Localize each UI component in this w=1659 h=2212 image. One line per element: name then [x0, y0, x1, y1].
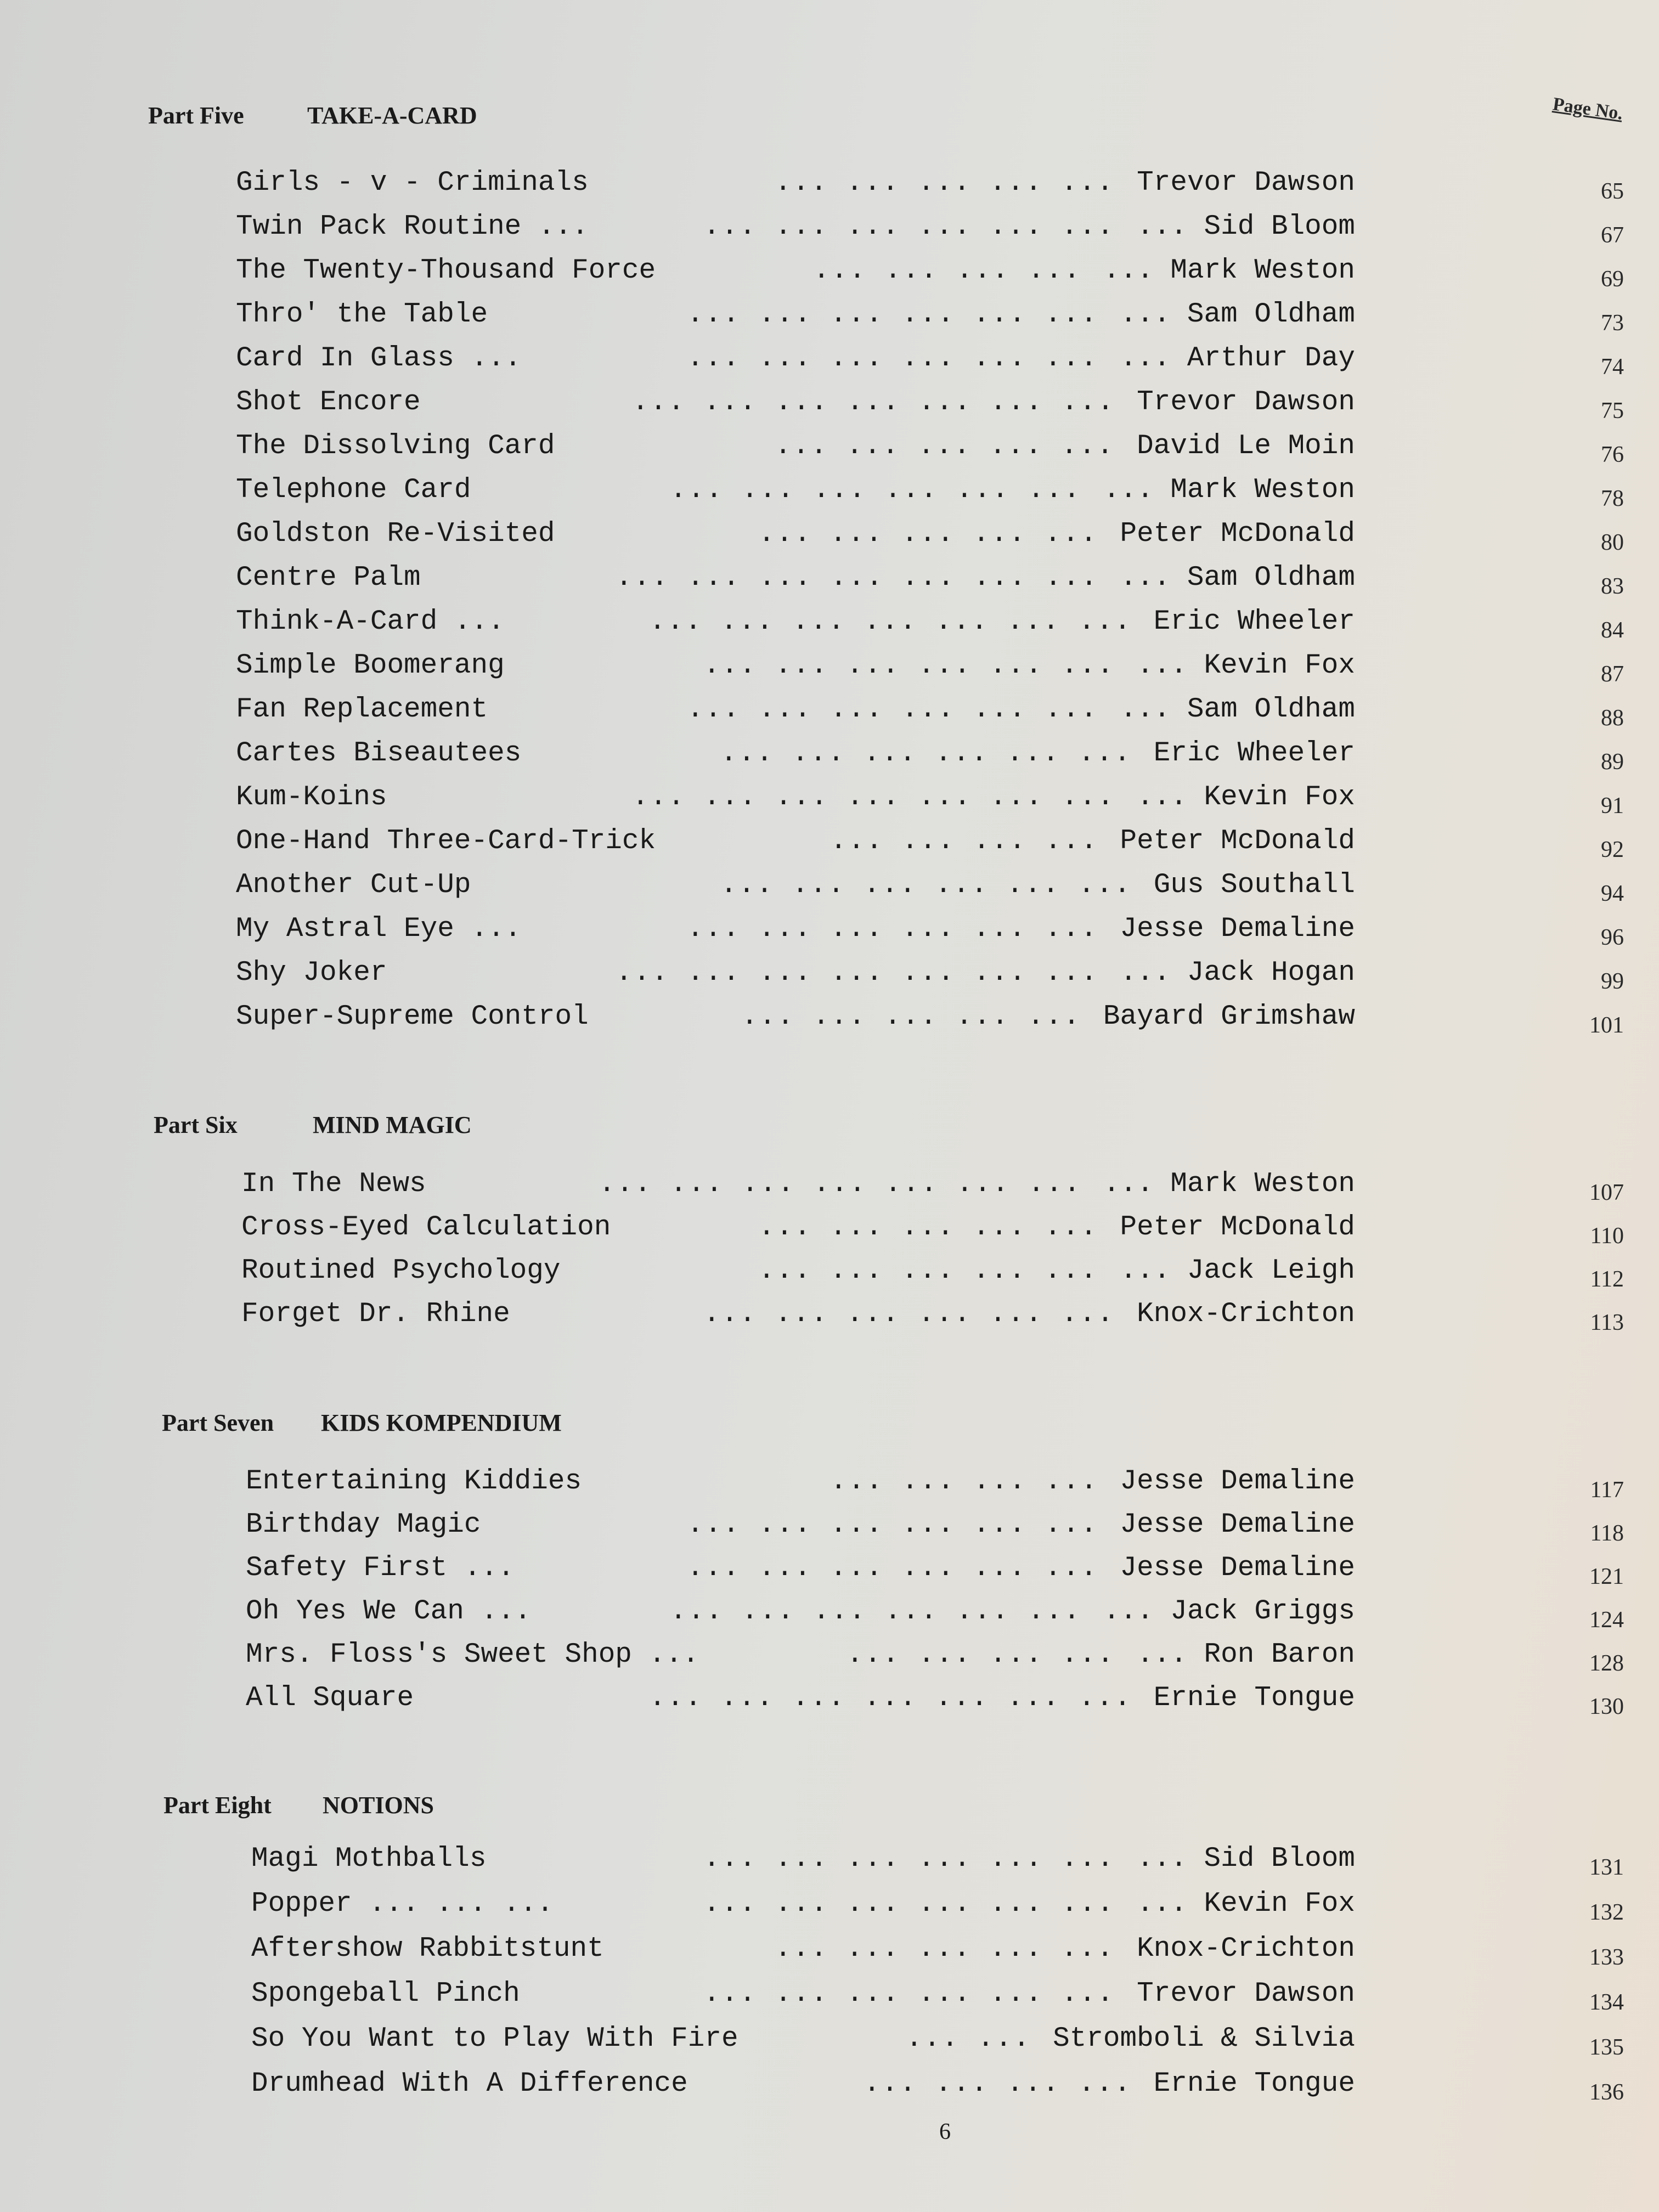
- toc-entry: [236, 431, 1355, 469]
- toc-entry: [236, 562, 1355, 601]
- leader-dots: ... ... ... ... ... ... ...: [632, 387, 1115, 418]
- leader-dots: ... ... ... ... ... ...: [687, 913, 1098, 945]
- entry-author: Bayard Grimshaw: [1103, 1001, 1355, 1032]
- toc-entry: [236, 255, 1355, 294]
- entry-page-number: 74: [1601, 354, 1624, 380]
- entry-author: ... Kevin Fox: [1137, 782, 1355, 813]
- entry-title: Oh Yes We Can ...: [246, 1596, 532, 1627]
- entry-title: Entertaining Kiddies: [246, 1466, 582, 1497]
- entry-title: The Dissolving Card: [236, 431, 555, 462]
- entry-title: Magi Mothballs: [251, 1843, 487, 1875]
- toc-entry: [251, 1888, 1355, 1927]
- entry-page-number: 118: [1590, 1521, 1624, 1546]
- entry-author: ... Sam Oldham: [1120, 694, 1355, 725]
- entry-page-number: 73: [1601, 311, 1624, 336]
- entry-page-number: 131: [1589, 1855, 1624, 1880]
- toc-entry: [246, 1639, 1355, 1678]
- entry-page-number: 89: [1601, 749, 1624, 775]
- entry-page-number: 136: [1589, 2080, 1624, 2105]
- entry-author: Jesse Demaline: [1120, 913, 1355, 945]
- part-heading: [162, 1409, 562, 1437]
- entry-author: Ernie Tongue: [1153, 2068, 1355, 2100]
- toc-entry: [236, 606, 1355, 645]
- entry-author: David Le Moin: [1137, 431, 1355, 462]
- leader-dots: ... ... ... ... ... ... ...: [616, 957, 1099, 989]
- entry-title: Cartes Biseautees: [236, 738, 522, 769]
- toc-entry: [236, 299, 1355, 337]
- entry-author: Trevor Dawson: [1137, 1978, 1355, 2010]
- leader-dots: ... ... ... ... ...: [758, 1255, 1098, 1286]
- entry-page-number: 121: [1589, 1564, 1624, 1589]
- part-heading: [163, 1791, 434, 1819]
- entry-page-number: 67: [1601, 223, 1624, 248]
- toc-entry: [236, 913, 1355, 952]
- entry-title: Goldston Re-Visited: [236, 518, 555, 550]
- entry-author: ... Sam Oldham: [1120, 299, 1355, 330]
- entry-author: Peter McDonald: [1120, 1212, 1355, 1243]
- entry-title: Card In Glass ...: [236, 343, 522, 374]
- leader-dots: ... ... ... ... ... ... ...: [649, 606, 1132, 637]
- toc-entry: [236, 694, 1355, 732]
- leader-dots: ... ... ... ... ... ...: [720, 870, 1132, 901]
- entry-title: My Astral Eye ...: [236, 913, 522, 945]
- leader-dots: ... ... ... ... ... ... ...: [649, 1683, 1132, 1714]
- toc-entry: [236, 738, 1355, 776]
- leader-dots: ... ... ... ... ... ...: [670, 1596, 1081, 1627]
- toc-entry: [236, 518, 1355, 557]
- leader-dots: ... ... ... ... ... ...: [670, 475, 1081, 506]
- entry-author: Eric Wheeler: [1153, 738, 1355, 769]
- entry-page-number: 91: [1601, 793, 1624, 819]
- toc-entry: [246, 1466, 1355, 1504]
- entry-page-number: 88: [1601, 706, 1624, 731]
- toc-entry: [246, 1553, 1355, 1591]
- entry-author: Knox-Crichton: [1137, 1933, 1355, 1965]
- entry-page-number: 135: [1589, 2035, 1624, 2060]
- toc-entry: [236, 870, 1355, 908]
- entry-author: ... Sid Bloom: [1137, 211, 1355, 242]
- entry-page-number: 83: [1601, 574, 1624, 599]
- leader-dots: ... ... ... ...: [830, 1466, 1099, 1497]
- entry-page-number: 65: [1601, 179, 1624, 204]
- entry-author: ... Mark Weston: [1103, 475, 1355, 506]
- entry-page-number: 76: [1601, 442, 1624, 467]
- leader-dots: ... ... ... ... ... ...: [703, 1843, 1115, 1875]
- leader-dots: ... ... ... ... ... ...: [687, 343, 1098, 374]
- part-heading: [154, 1111, 472, 1139]
- entry-title: All Square: [246, 1683, 414, 1714]
- leader-dots: ... ... ... ... ... ...: [703, 211, 1115, 242]
- entry-title: Birthday Magic: [246, 1509, 481, 1541]
- leader-dots: ... ... ... ... ...: [758, 1212, 1098, 1243]
- entry-author: ... Mark Weston: [1103, 1169, 1355, 1200]
- leader-dots: ... ... ... ... ... ...: [703, 650, 1115, 681]
- entry-author: ... Ron Baron: [1137, 1639, 1355, 1671]
- entry-title: Spongeball Pinch: [251, 1978, 520, 2010]
- entry-title: Twin Pack Routine ...: [236, 211, 589, 242]
- toc-entry: [236, 343, 1355, 381]
- entry-title: Kum-Koins: [236, 782, 387, 813]
- entry-page-number: 80: [1601, 530, 1624, 555]
- entry-page-number: 132: [1589, 1900, 1624, 1925]
- entry-title: Another Cut-Up: [236, 870, 471, 901]
- entry-title: In The News: [241, 1169, 426, 1200]
- entry-author: Jesse Demaline: [1120, 1466, 1355, 1497]
- entry-title: Shot Encore: [236, 387, 421, 418]
- entry-title: Telephone Card: [236, 475, 471, 506]
- entry-title: Safety First ...: [246, 1553, 515, 1584]
- part-label: Part Seven: [162, 1409, 274, 1436]
- entry-title: Drumhead With A Difference: [251, 2068, 688, 2100]
- entry-page-number: 96: [1601, 925, 1624, 950]
- part-label: Part Eight: [163, 1792, 272, 1819]
- toc-entry: [251, 1843, 1355, 1882]
- entry-author: Ernie Tongue: [1153, 1683, 1355, 1714]
- entry-author: ... Sam Oldham: [1120, 562, 1355, 594]
- leader-dots: ... ... ... ...: [847, 1639, 1115, 1671]
- leader-dots: ... ... ... ... ... ...: [703, 1888, 1115, 1920]
- page-number: 6: [939, 2119, 951, 2145]
- leader-dots: ... ... ... ... ... ...: [687, 299, 1098, 330]
- leader-dots: ... ... ... ... ...: [775, 167, 1115, 199]
- entry-title: Centre Palm: [236, 562, 421, 594]
- entry-author: ... Sid Bloom: [1137, 1843, 1355, 1875]
- toc-entry: [241, 1212, 1355, 1250]
- toc-entry: [246, 1683, 1355, 1721]
- part-label: Part Six: [154, 1111, 238, 1138]
- leader-dots: ... ... ... ...: [830, 826, 1099, 857]
- entry-page-number: 78: [1601, 486, 1624, 511]
- entry-page-number: 124: [1589, 1607, 1624, 1633]
- leader-dots: ... ... ... ... ... ...: [720, 738, 1132, 769]
- entry-page-number: 75: [1601, 398, 1624, 424]
- leader-dots: ... ... ... ... ... ... ...: [632, 782, 1115, 813]
- part-title: TAKE-A-CARD: [307, 102, 477, 129]
- toc-entry: [236, 167, 1355, 206]
- part-label: Part Five: [148, 102, 244, 129]
- entry-title: One-Hand Three-Card-Trick: [236, 826, 656, 857]
- entry-title: Mrs. Floss's Sweet Shop ...: [246, 1639, 699, 1671]
- entry-author: Trevor Dawson: [1137, 167, 1355, 199]
- entry-title: The Twenty-Thousand Force: [236, 255, 656, 286]
- leader-dots: ... ... ... ... ... ... ...: [616, 562, 1099, 594]
- entry-title: Aftershow Rabbitstunt: [251, 1933, 604, 1965]
- entry-page-number: 130: [1589, 1694, 1624, 1719]
- part-heading: [148, 101, 477, 129]
- toc-entry: [236, 650, 1355, 689]
- entry-author: Jesse Demaline: [1120, 1509, 1355, 1541]
- entry-author: Stromboli & Silvia: [1053, 2023, 1355, 2055]
- leader-dots: ... ... ... ...: [864, 2068, 1132, 2100]
- toc-entry: [236, 387, 1355, 425]
- entry-author: Eric Wheeler: [1153, 606, 1355, 637]
- toc-entry: [236, 1001, 1355, 1040]
- toc-entry: [246, 1596, 1355, 1634]
- page-no-column-heading: Page No.: [1551, 94, 1624, 124]
- leader-dots: ... ... ... ... ...: [758, 518, 1098, 550]
- toc-entry: [246, 1509, 1355, 1548]
- entry-title: Cross-Eyed Calculation: [241, 1212, 611, 1243]
- entry-page-number: 87: [1601, 662, 1624, 687]
- leader-dots: ... ... ... ... ... ...: [703, 1978, 1115, 2010]
- part-title: MIND MAGIC: [313, 1111, 472, 1138]
- toc-entry: [241, 1255, 1355, 1294]
- entry-page-number: 69: [1601, 267, 1624, 292]
- toc-entry: [236, 782, 1355, 820]
- toc-entry: [236, 957, 1355, 996]
- leader-dots: ... ... ... ... ... ...: [703, 1299, 1115, 1330]
- leader-dots: ... ... ... ... ...: [775, 1933, 1115, 1965]
- entry-author: ... Jack Leigh: [1120, 1255, 1355, 1286]
- entry-title: Super-Supreme Control: [236, 1001, 589, 1032]
- entry-page-number: 99: [1601, 969, 1624, 994]
- entry-author: Gus Southall: [1153, 870, 1355, 901]
- part-title: KIDS KOMPENDIUM: [321, 1409, 562, 1436]
- leader-dots: ... ... ... ... ... ...: [687, 1509, 1098, 1541]
- entry-title: Think-A-Card ...: [236, 606, 505, 637]
- leader-dots: ... ...: [906, 2023, 1031, 2055]
- entry-page-number: 133: [1589, 1945, 1624, 1970]
- entry-title: Forget Dr. Rhine: [241, 1299, 510, 1330]
- toc-entry: [251, 1978, 1355, 2017]
- entry-page-number: 94: [1601, 881, 1624, 906]
- toc-entry: [241, 1299, 1355, 1337]
- toc-entry: [236, 826, 1355, 864]
- entry-page-number: 107: [1589, 1180, 1624, 1205]
- entry-title: Girls - v - Criminals: [236, 167, 589, 199]
- entry-author: Jesse Demaline: [1120, 1553, 1355, 1584]
- entry-page-number: 101: [1589, 1013, 1624, 1038]
- entry-author: ... Kevin Fox: [1137, 1888, 1355, 1920]
- entry-author: ... Jack Griggs: [1103, 1596, 1355, 1627]
- leader-dots: ... ... ... ... ... ... ...: [599, 1169, 1082, 1200]
- entry-title: Simple Boomerang: [236, 650, 505, 681]
- entry-author: ... Jack Hogan: [1120, 957, 1355, 989]
- leader-dots: ... ... ... ...: [813, 255, 1082, 286]
- entry-page-number: 92: [1601, 837, 1624, 862]
- entry-author: ... Mark Weston: [1103, 255, 1355, 286]
- entry-page-number: 128: [1589, 1651, 1624, 1676]
- toc-entry: [251, 2068, 1355, 2107]
- leader-dots: ... ... ... ... ...: [775, 431, 1115, 462]
- entry-title: So You Want to Play With Fire: [251, 2023, 738, 2055]
- entry-title: Shy Joker: [236, 957, 387, 989]
- part-title: NOTIONS: [323, 1792, 434, 1819]
- entry-author: Peter McDonald: [1120, 518, 1355, 550]
- entry-title: Fan Replacement: [236, 694, 488, 725]
- entry-author: Knox-Crichton: [1137, 1299, 1355, 1330]
- toc-entry: [251, 1933, 1355, 1972]
- toc-entry: [236, 475, 1355, 513]
- entry-page-number: 112: [1590, 1267, 1624, 1292]
- entry-author: ... Kevin Fox: [1137, 650, 1355, 681]
- entry-title: Thro' the Table: [236, 299, 488, 330]
- toc-entry: [251, 2023, 1355, 2062]
- leader-dots: ... ... ... ... ... ...: [687, 1553, 1098, 1584]
- entry-page-number: 84: [1601, 618, 1624, 643]
- entry-title: Routined Psychology: [241, 1255, 561, 1286]
- toc-entry: [236, 211, 1355, 250]
- leader-dots: ... ... ... ... ... ...: [687, 694, 1098, 725]
- entry-author: ... Arthur Day: [1120, 343, 1355, 374]
- entry-page-number: 113: [1590, 1310, 1624, 1335]
- entry-page-number: 134: [1589, 1990, 1624, 2015]
- entry-page-number: 110: [1590, 1223, 1624, 1249]
- leader-dots: ... ... ... ... ...: [741, 1001, 1081, 1032]
- entry-author: Trevor Dawson: [1137, 387, 1355, 418]
- entry-author: Peter McDonald: [1120, 826, 1355, 857]
- entry-title: Popper ... ... ...: [251, 1888, 554, 1920]
- entry-page-number: 117: [1590, 1477, 1624, 1503]
- toc-entry: [241, 1169, 1355, 1207]
